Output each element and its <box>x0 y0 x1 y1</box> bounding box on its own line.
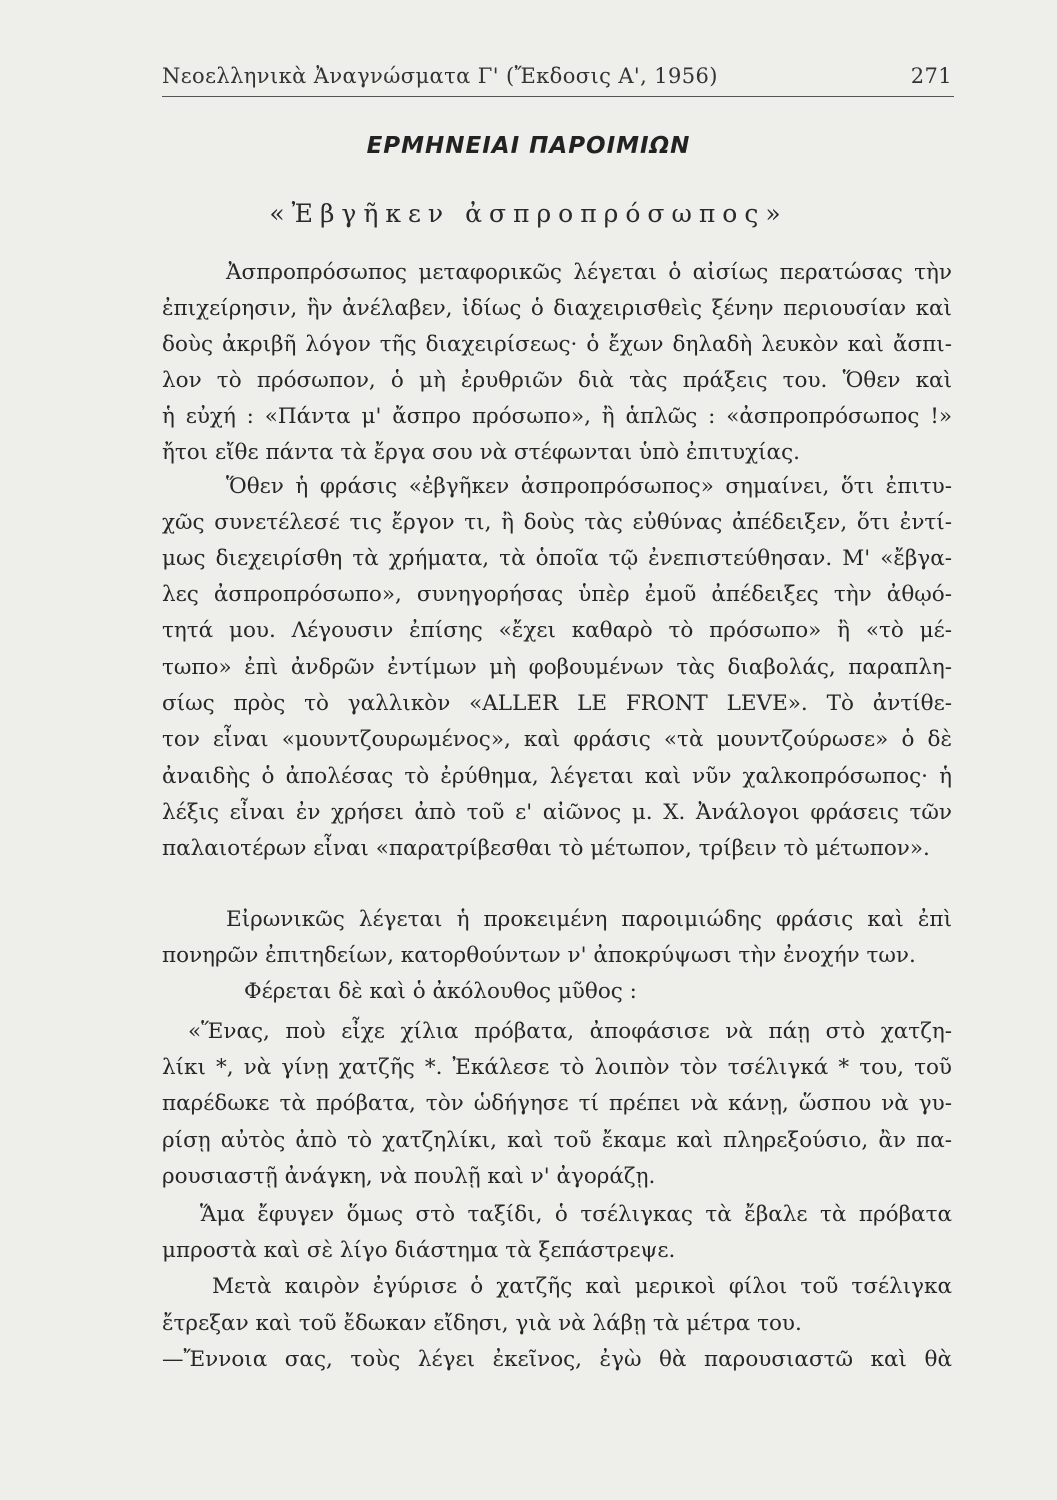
text-line: ἐπιχείρησιν, ἣν ἀνέλαβεν, ἰδίως ὁ διαχειρισθεὶς ξένην περιουσίαν καὶ <box>162 296 952 321</box>
text-line: Ὅθεν ἡ φράσις «ἐβγῆκεν ἀσπροπρόσωπος» σημαίνει, ὅτι ἐπιτυ- <box>226 474 952 499</box>
text-line: τητά μου. Λέγουσιν ἐπίσης «ἔχει καθαρὸ τὸ πρόσωπο» ἢ «τὸ μέ- <box>162 618 952 643</box>
text-line: Φέρεται δὲ καὶ ὁ ἀκόλουθος μῦθος : <box>244 979 637 1004</box>
text-line: τον εἶναι «μουντζουρωμένος», καὶ φράσις «τὰ μουντζούρωσε» ὁ δὲ <box>162 727 952 752</box>
text-line: λέξις εἶναι ἐν χρήσει ἀπὸ τοῦ ε' αἰῶνος μ. Χ. Ἀνάλογοι φράσεις τῶν <box>162 800 952 825</box>
text-line: ρουσιαστῇ ἀνάγκη, νὰ πουλῇ καὶ ν' ἀγοράζῃ. <box>162 1164 656 1189</box>
text-line: λίκι *, νὰ γίνῃ χατζῆς *. Ἐκάλεσε τὸ λοιπὸν τὸν τσέλιγκά * του, τοῦ <box>162 1055 952 1080</box>
text-line: τωπο» ἐπὶ ἀνδρῶν ἐντίμων μὴ φοβουμένων τὰς διαβολάς, παραπλη- <box>162 655 952 680</box>
text-line: —Ἔννοια σας, τοὺς λέγει ἐκεῖνος, ἐγὼ θὰ παρουσιαστῶ καὶ θὰ <box>162 1347 952 1372</box>
text-line: ἔτρεξαν καὶ τοῦ ἔδωκαν εἴδησι, γιὰ νὰ λάβῃ τὰ μέτρα του. <box>162 1311 802 1336</box>
text-line: Μετὰ καιρὸν ἐγύρισε ὁ χατζῆς καὶ μερικοὶ φίλοι τοῦ τσέλιγκα <box>212 1274 952 1299</box>
text-line: χῶς συνετέλεσέ τις ἔργον τι, ἢ δοὺς τὰς εὐθύνας ἀπέδειξεν, ὅτι ἐντί- <box>162 510 952 535</box>
text-line: ρίσῃ αὐτὸς ἀπὸ τὸ χατζηλίκι, καὶ τοῦ ἔκαμε καὶ πληρεξούσιο, ἂν πα- <box>162 1128 952 1153</box>
text-line: Εἰρωνικῶς λέγεται ἡ προκειμένη παροιμιώδης φράσις καὶ ἐπὶ <box>226 907 952 932</box>
section-title: ΕΡΜΗΝΕΙΑΙ ΠΑΡΟΙΜΙΩΝ <box>366 133 691 159</box>
text-line: παλαιοτέρων εἶναι «παρατρίβεσθαι τὸ μέτωπον, τρίβειν τὸ μέτωπον». <box>162 836 930 861</box>
text-line: ἀναιδὴς ὁ ἀπολέσας τὸ ἐρύθημα, λέγεται καὶ νῦν χαλκοπρόσωπος· ἡ <box>162 764 952 789</box>
text-line: παρέδωκε τὰ πρόβατα, τὸν ὡδήγησε τί πρέπει νὰ κάνῃ, ὥσπου νὰ γυ- <box>162 1091 952 1116</box>
text-line: ἡ εὐχή : «Πάντα μ' ἄσπρο πρόσωπο», ἢ ἁπλῶς : «ἀσπροπρόσωπος !» <box>162 404 952 429</box>
text-line: δοὺς ἀκριβῆ λόγον τῆς διαχειρίσεως· ὁ ἔχων δηλαδὴ λευκὸν καὶ ἄσπι- <box>162 332 952 357</box>
text-line: πονηρῶν ἐπιτηδείων, κατορθούντων ν' ἀποκρύψωσι τὴν ἐνοχήν των. <box>162 943 916 968</box>
text-line: Ἅμα ἔφυγεν ὅμως στὸ ταξίδι, ὁ τσέλιγκας τὰ ἔβαλε τὰ πρόβατα <box>200 1202 952 1227</box>
text-line: λον τὸ πρόσωπον, ὁ μὴ ἐρυθριῶν διὰ τὰς πράξεις του. Ὅθεν καὶ <box>162 368 952 393</box>
text-line: μως διεχειρίσθη τὰ χρήματα, τὰ ὁποῖα τῷ ἐνεπιστεύθησαν. Μ' «ἔβγα- <box>162 546 952 571</box>
text-line: Ἀσπροπρόσωπος μεταφορικῶς λέγεται ὁ αἰσίως περατώσας τὴν <box>226 260 952 285</box>
text-line: λες ἀσπροπρόσωπο», συνηγορήσας ὑπὲρ ἐμοῦ ἀπέδειξες τὴν ἀθῳό- <box>162 582 952 607</box>
text-line: σίως πρὸς τὸ γαλλικὸν «ALLER LE FRONT LEVE». Τὸ ἀντίθε- <box>162 691 952 716</box>
header-rule <box>162 96 954 97</box>
text-line: μπροστὰ καὶ σὲ λίγο διάστημα τὰ ξεπάστρεψε. <box>162 1238 676 1263</box>
text-line: «Ἕνας, ποὺ εἶχε χίλια πρόβατα, ἀποφάσισε νὰ πάῃ στὸ χατζη- <box>188 1019 952 1044</box>
proverb-heading: «Ἐβγῆκεν ἀσπροπρόσωπος» <box>269 199 788 228</box>
running-header <box>162 64 952 88</box>
running-title: Νεοελληνικὰ Ἀναγνώσματα Γ' (Ἔκδοσις Α', 1956) <box>162 64 718 88</box>
text-line: ἤτοι εἴθε πάντα τὰ ἔργα σου νὰ στέφωνται ὑπὸ ἐπιτυχίας. <box>162 440 800 465</box>
page-number: 271 <box>910 64 952 88</box>
